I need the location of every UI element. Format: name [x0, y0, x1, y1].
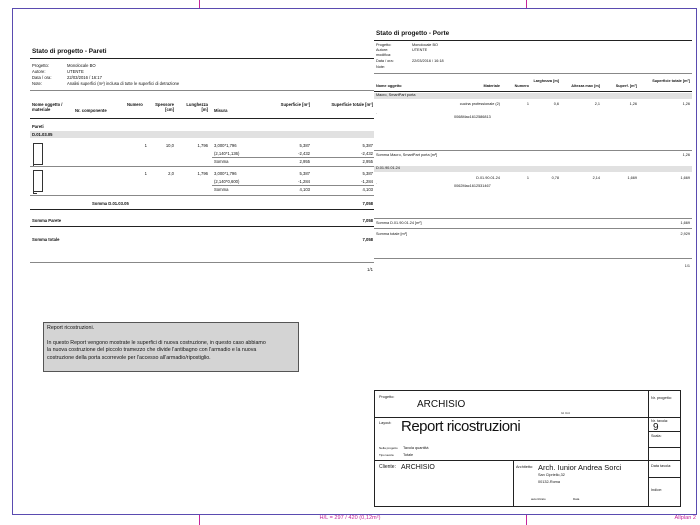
doors-sum1-label: Somma Macro, SmartPart porta [m²]: [376, 153, 438, 157]
walls-col-total: Superficie totale [m²]: [331, 102, 373, 107]
doors-sum2-label: Somma D.01.90.01.24 [m²]: [376, 221, 422, 225]
walls-meta-value-1: UTENTE: [67, 69, 84, 74]
note-line-2: In questo Report vengono mostrate le superfici di nuova costruzione, in questo caso abbiamo: [47, 339, 266, 346]
tb-tipo-value: Totale: [403, 453, 414, 457]
tb-data-small: Data: [573, 497, 580, 501]
doors-meta-label-4: Note:: [376, 65, 386, 69]
tb-progetto-value: ARCHISIO: [417, 399, 466, 410]
walls-r5-total: 4,103: [362, 187, 373, 192]
note-line-4: costruzione della porta scorrevole per l'accesso all'armadio/ripostiglio.: [47, 354, 211, 361]
walls-sum-walls-value: 7,058: [362, 218, 373, 223]
walls-meta-label-0: Progetto:: [32, 63, 49, 68]
walls-sum-id-value: 7,058: [362, 201, 373, 206]
tb-layout-label: Layout:: [379, 421, 392, 425]
doors-title: Stato di progetto - Porte: [376, 30, 450, 37]
tb-small-id: Id. Cnt: [561, 411, 570, 415]
walls-r0-surf: 5,387: [299, 143, 310, 148]
tb-cliente-value: ARCHISIO: [401, 464, 435, 471]
walls-r4-meas: (2,140*0,600): [214, 179, 240, 184]
walls-r3-surf: 5,387: [299, 171, 310, 176]
walls-col-meas: Misura: [214, 108, 228, 113]
doors-group-1: Macro, SmartPart porta: [376, 93, 416, 97]
walls-col-num: Numero: [127, 102, 143, 107]
doors-sum-total-label: Somma totale [m²]: [376, 232, 408, 236]
doors-r2-dot: .: [376, 181, 378, 185]
walls-r3-meas: 3,000*1,796: [214, 171, 237, 176]
tb-cliente-label: Cliente:: [379, 464, 396, 470]
walls-meta-value-3: Analisi superfici (m²) inclusa di tutte le superfici di detrazione: [67, 81, 180, 86]
doors-sum2-value: 1,669: [680, 221, 690, 225]
tb-tav-progetto-value: Tavola quantità: [403, 446, 429, 450]
doors-r1-h: 2,1: [594, 102, 600, 106]
walls-meta-label-3: Note:: [32, 81, 43, 86]
walls-group: Pareti: [32, 124, 44, 129]
brand-label: Allplan 2: [674, 515, 696, 521]
walls-r3-len: 1,796: [197, 171, 208, 176]
walls-r0-thick: 10,0: [165, 143, 174, 148]
walls-r5-meas: Somma: [214, 187, 229, 192]
tb-address-1: San Cipriello,32: [538, 473, 565, 477]
doors-r1-mat: cucina professionale (2): [459, 102, 500, 106]
note-line-3: la nuova costruzione del piccolo tramezzo che divide l'antibagno con l'armadio e la nuova: [47, 347, 257, 354]
tb-progetto-label: Progetto:: [379, 395, 395, 399]
doors-sum1-value: 1,26: [682, 153, 690, 157]
tb-architetto-label: Architetto:: [516, 465, 534, 469]
tb-layout-value: Report ricostruzioni: [401, 418, 521, 435]
doors-group-2: D.01.90.01.24: [376, 166, 400, 170]
tb-scala: Scala:: [651, 434, 662, 438]
walls-col-obj: Nome oggetto / materiale: [32, 102, 63, 113]
note-line-0: Report ricostruzioni.: [47, 325, 95, 331]
doors-r1-len: 0,6: [553, 102, 559, 106]
crop-mark-top-right: [526, 0, 527, 8]
doors-sum-total-value: 2,929: [680, 232, 690, 236]
walls-meta-label-1: Autore:: [32, 69, 46, 74]
walls-col-surf: Superficie [m²]: [280, 102, 310, 107]
walls-page-number: 1/1: [367, 267, 373, 272]
walls-meta-value-0: Monolocale BO: [67, 63, 96, 68]
walls-meta-label-2: Data / ora:: [32, 75, 52, 80]
doors-meta-label-1: Autore:: [376, 48, 389, 52]
doors-r1-num: 1: [526, 102, 529, 106]
doors-col-h: Altezza max [m]: [571, 84, 600, 88]
doors-col-total: Superficie totale [m²]: [652, 79, 690, 83]
doors-col-mat: Materiale: [483, 84, 500, 88]
doors-col-sup: Superf. [m²]: [615, 84, 637, 88]
doors-r2-total: 1,669: [680, 176, 690, 180]
doors-meta-value-3: 22/03/2016 / 16:18: [412, 59, 444, 63]
walls-title: Stato di progetto - Pareti: [32, 48, 107, 55]
walls-r0-total: 5,387: [362, 143, 373, 148]
doors-r2-mat: D.01.90.01.24: [476, 176, 500, 180]
doors-col-num: Numero: [514, 84, 529, 88]
doors-r1-dot: .: [376, 111, 378, 115]
doors-meta-value-0: Monolocale BO: [412, 43, 438, 47]
walls-r3-total: 5,387: [362, 171, 373, 176]
walls-r1-meas: (2,140*1,136): [214, 151, 240, 156]
crop-mark-top-left: [199, 0, 200, 8]
walls-meta-value-2: 22/03/2016 / 16:17: [67, 75, 102, 80]
tb-data-tavola: Data tavola:: [651, 464, 672, 468]
doors-r1-total: 1,26: [682, 102, 690, 106]
walls-r3-num: 1: [144, 171, 147, 176]
note-line-1: [47, 332, 295, 339]
sheet-size-label: H/L = 297 / 420 (0,12m²): [319, 515, 381, 521]
tb-autorizzato: autorizzato: [531, 497, 546, 501]
doors-r2-h: 2,14: [592, 176, 600, 180]
tb-tipo-label: Tipo tavola: [379, 453, 394, 457]
walls-col-thick: Spessore [cm]: [155, 102, 174, 113]
walls-sum-total-value: 7,058: [362, 237, 373, 242]
walls-r2-surf: 2,955: [299, 159, 310, 164]
doors-meta-label-2: modifica:: [376, 53, 392, 57]
report-note: [43, 322, 299, 372]
tb-tav-progetto-label: Nella progetto: [379, 446, 398, 450]
walls-col-comp: Nr. componente: [75, 108, 107, 113]
doors-r2-num: 1: [526, 176, 529, 180]
doors-page-number: 1/1: [684, 264, 690, 268]
tb-nr-progetto: Nr. progetto:: [651, 396, 672, 400]
walls-sum-total-label: Somma totale: [32, 237, 60, 242]
walls-r0-len: 1,796: [197, 143, 208, 148]
doors-r1-sup: 1,26: [629, 102, 637, 106]
walls-r5-surf: 4,103: [299, 187, 310, 192]
walls-sum-id-label: Somma D.01.03.05: [92, 201, 129, 206]
tb-nr-tavola-value: 9: [653, 422, 659, 433]
doors-meta-label-0: Progetto:: [376, 43, 392, 47]
walls-r3-thick: 2,0: [168, 171, 174, 176]
walls-r0-num: 1: [144, 143, 147, 148]
walls-r2-total: 2,955: [362, 159, 373, 164]
walls-r1-total: -2,432: [361, 151, 373, 156]
doors-meta-label-3: Data / ora:: [376, 59, 394, 63]
tb-address-2: 00132-Roma: [538, 480, 560, 484]
walls-col-len: Lunghezza [m]: [186, 102, 208, 113]
walls-r4-surf: -1,284: [298, 179, 310, 184]
walls-r4-total: -1,284: [361, 179, 373, 184]
doors-r2-sup: 1,669: [627, 176, 637, 180]
tb-architetto-value: Arch. Iunior Andrea Sorci: [538, 463, 622, 472]
walls-r0-meas: 3,000*1,796: [214, 143, 237, 148]
doors-r1-code: 0068Mac1612586813: [454, 115, 491, 119]
tb-nr-tavola: Nr. tavola:: [651, 419, 669, 423]
doors-col-obj: Nome oggetto: [376, 84, 402, 88]
doors-r2-len: 0,78: [551, 176, 559, 180]
walls-r1-surf: -2,432: [298, 151, 310, 156]
doors-r2-code: 0062Mac1612531467: [454, 184, 491, 188]
walls-r2-meas: Somma: [214, 159, 229, 164]
walls-sum-walls-label: Somma Parete: [32, 218, 62, 223]
doors-meta-value-1: UTENTE: [412, 48, 428, 52]
doors-col-len: Larghezza [m]: [533, 79, 559, 83]
tb-indice: Indice:: [651, 488, 663, 492]
walls-group-id: D.01.03.05: [32, 132, 53, 137]
title-block: [374, 390, 681, 507]
